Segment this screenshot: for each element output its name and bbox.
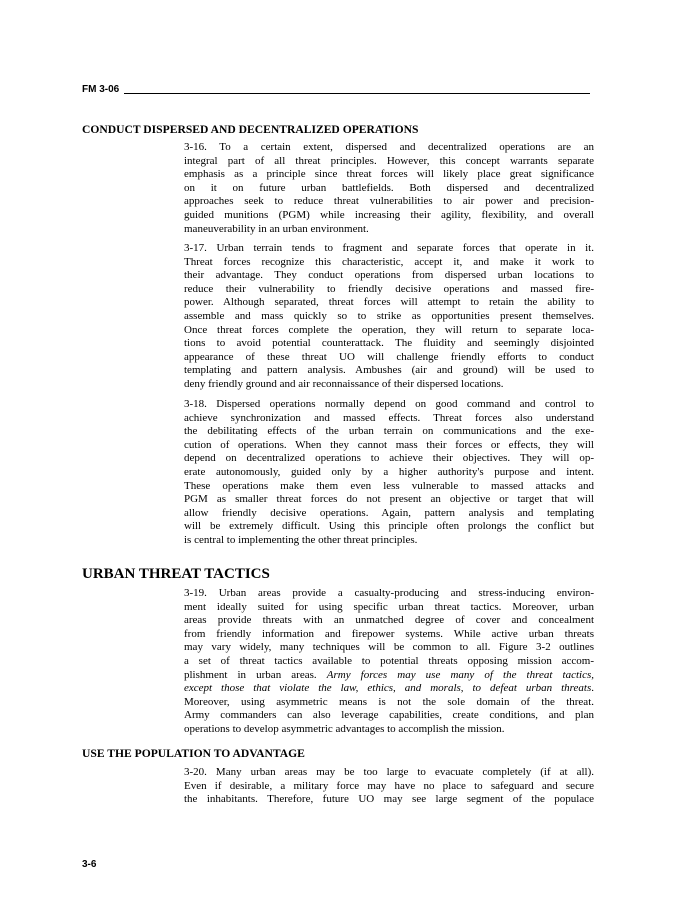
text-line: maneuverability in an urban environment. [184, 222, 369, 235]
text-line: reduce their vulnerability to friendly decisive operations and massed fire- [184, 282, 594, 295]
text-line: on it on future urban battlefields. Both dispersed and decentralized [184, 181, 594, 194]
text-line: may vary widely, many techniques will be common to all. Figure 3-2 outlines [184, 641, 594, 654]
paragraph-3-20 [184, 766, 594, 807]
text-line: depend on decentralized operations to achieve their objectives. They will op- [184, 452, 594, 465]
text-line: assemble and mass quickly so to strike as opportunities present themselves. [184, 309, 594, 322]
text-line: integral part of all threat principles. However, this concept warrants separate [184, 154, 594, 167]
text-line: emphasis as a principle since threat forces will likely place great significance [184, 168, 594, 181]
text-line: 3-16. To a certain extent, dispersed and decentralized operations are an [184, 141, 594, 153]
italic-text: Army forces may use many of the threat tactics, [326, 668, 594, 681]
text-line: operations to develop asymmetric advantages to accomplish the mission. [184, 722, 505, 735]
paragraph-3-19 [184, 587, 594, 737]
text-run: . [591, 682, 594, 695]
text-line [184, 669, 594, 683]
text-line: cution of operations. When they cannot mass their forces or effects, they will [184, 438, 594, 451]
text-line: erate autonomously, guided only by a higher authority's purpose and intent. [184, 465, 594, 478]
section-heading-use-population: USE THE POPULATION TO ADVANTAGE [82, 747, 305, 760]
italic-text: except those that violate the law, ethics, and morals, to defeat urban threats [184, 682, 592, 695]
text-line: PGM as smaller threat forces do not present an objective or target that will [184, 493, 594, 506]
text-line: allow friendly decisive operations. Again, pattern analysis and templating [184, 506, 594, 519]
section-heading-dispersed-operations: CONDUCT DISPERSED AND DECENTRALIZED OPERATIONS [82, 123, 419, 136]
text-line: deny friendly ground and air reconnaissance of their dispersed locations. [184, 377, 504, 390]
page-number: 3-6 [82, 859, 97, 870]
text-line: 3-17. Urban terrain tends to fragment and separate forces that operate in it. [184, 242, 594, 254]
text-line: These operations make them even less vulnerable to massed attacks and [184, 479, 594, 492]
text-line: the inhabitants. Therefore, future UO may see large segment of the populace [184, 793, 594, 806]
running-header [82, 84, 590, 98]
header-rule [124, 93, 590, 94]
paragraph-3-18 [184, 398, 594, 548]
text-line: 3-19. Urban areas provide a casualty-producing and stress-inducing environ- [184, 587, 594, 599]
text-line: Even if desirable, a military force may have no place to safeguard and secure [184, 779, 594, 792]
text-line: Moreover, using asymmetric means is not the sole domain of the threat. [184, 695, 594, 708]
text-line [184, 682, 594, 696]
header-label: FM 3-06 [82, 84, 120, 95]
text-line: achieve synchronization and massed effects. Threat forces also understand [184, 411, 594, 424]
text-line: their advantage. They conduct operations from dispersed urban locations to [184, 269, 594, 282]
text-line: will be extremely difficult. Using this principle often prolongs the conflict but [184, 520, 594, 533]
text-line: tions to avoid potential counterattack. The fluidity and seemingly disjointed [184, 337, 594, 350]
text-line: Threat forces recognize this characteristic, accept it, and make it work to [184, 255, 594, 268]
paragraph-3-17 [184, 242, 594, 392]
text-line: Once threat forces complete the operation, they will return to separate loca- [184, 323, 594, 336]
text-run: plishment in urban areas. [184, 668, 317, 681]
text-line: power. Although separated, threat forces will attempt to retain the ability to [184, 296, 594, 309]
paragraph-3-16 [184, 141, 594, 236]
section-heading-urban-threat-tactics: URBAN THREAT TACTICS [82, 566, 270, 582]
text-line: the debilitating effects of the urban terrain on communications and the exe- [184, 425, 594, 438]
text-line: 3-20. Many urban areas may be too large to evacuate completely (if at all). [184, 766, 594, 778]
text-line: guided munitions (PGM) while increasing their agility, flexibility, and overall [184, 208, 594, 221]
text-line: 3-18. Dispersed operations normally depend on good command and control to [184, 398, 594, 410]
text-line: from friendly information and firepower systems. While active urban threats [184, 627, 594, 640]
text-line: is central to implementing the other threat principles. [184, 533, 418, 546]
text-line: templating and pattern analysis. Ambushes (air and ground) will be used to [184, 364, 594, 377]
text-line: ment ideally suited for using specific urban threat tactics. Moreover, urban [184, 600, 594, 613]
text-line: areas provide threats with an unmatched degree of cover and concealment [184, 614, 594, 627]
text-line: approaches seek to reduce threat vulnerabilities to air power and precision- [184, 195, 594, 208]
text-line: appearance of these threat UO will challenge friendly efforts to conduct [184, 350, 594, 363]
text-line: Army commanders can also leverage capabilities, create conditions, and plan [184, 709, 594, 722]
text-line: a set of threat tactics available to potential threats opposing mission accom- [184, 654, 594, 667]
